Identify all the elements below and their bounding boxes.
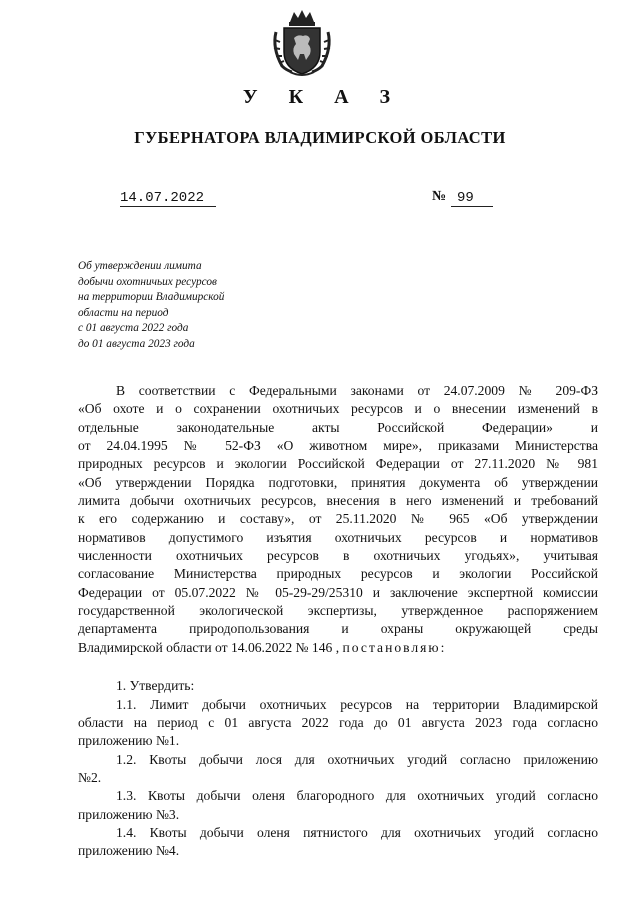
- item-1-4-line: 1.4. Квоты добычи оленя пятнистого для охотничьих угодий согласно: [116, 824, 598, 840]
- number-label: №: [432, 189, 447, 204]
- preamble-line: «Об охоте и о сохранении охотничьих ресурсов и о внесении изменений в: [78, 401, 598, 417]
- document-title: У К А З: [242, 86, 404, 108]
- subject-line: Об утверждении лимита: [78, 260, 202, 272]
- item-1-2-line: №2.: [78, 769, 102, 785]
- decree-word: постановляю:: [342, 639, 447, 655]
- item-1-3-line: приложению №3.: [78, 806, 180, 822]
- item-1-1-line: области на период с 01 августа 2022 года до 01 августа 2023 года согласно: [78, 714, 598, 730]
- preamble-line: согласование Министерства природных ресурсов и экологии Российской: [78, 566, 598, 582]
- preamble-line: В соответствии с Федеральными законами от 24.07.2009 № 209-ФЗ: [116, 383, 598, 398]
- preamble-line: к его содержанию и составу», от 25.11.2020 № 965 «Об утверждении: [78, 511, 598, 527]
- preamble-line: «Об утверждении Порядка подготовки, принятия документа об утверждении: [78, 474, 598, 490]
- preamble-line: отдельные законодательные акты Российской Федерации» и: [78, 419, 598, 435]
- subject-line: с 01 августа 2022 года: [78, 322, 189, 335]
- preamble-end: Владимирской области от 14.06.2022 № 146 ,: [78, 639, 340, 655]
- document-body: [78, 382, 598, 861]
- paragraph-gap: [78, 657, 598, 677]
- subject-line: области на период: [78, 306, 169, 319]
- preamble-line: лимита добычи охотничьих ресурсов, внесения в него изменений и требований: [78, 493, 598, 509]
- item-1-2-line: 1.2. Квоты добычи лося для охотничьих угодий согласно приложению: [116, 751, 598, 767]
- coat-of-arms-icon: [270, 8, 334, 78]
- document-subtitle: ГУБЕРНАТОРА ВЛАДИМИРСКОЙ ОБЛАСТИ: [134, 128, 506, 147]
- subject-line: на территории Владимирской: [78, 291, 225, 304]
- subject-line: до 01 августа 2023 года: [78, 337, 195, 350]
- preamble-line: природных ресурсов и экологии Российской Федерации от 27.11.2020 № 981: [78, 456, 598, 472]
- item-heading: 1. Утвердить:: [116, 678, 195, 694]
- preamble-final-line: [78, 639, 598, 657]
- preamble-line: от 24.04.1995 № 52-ФЗ «О животном мире», приказами Министерства: [78, 438, 598, 454]
- subject-block: [78, 259, 278, 353]
- item-1-1-line: приложению №1.: [78, 733, 180, 749]
- preamble-line: государственной экологической экспертизы, утвержденное распоряжением: [78, 603, 598, 619]
- document-date: 14.07.2022: [120, 190, 216, 207]
- preamble-line: численности охотничьих ресурсов в охотничьих угодьях», учитывая: [78, 548, 598, 564]
- subject-line: добычи охотничьих ресурсов: [78, 275, 217, 288]
- document-number: 99: [451, 190, 493, 207]
- preamble-line: департамента природопользования и охраны окружающей среды: [78, 621, 598, 637]
- preamble-line: нормативов допустимого изъятия охотничьих ресурсов и нормативов: [78, 529, 598, 545]
- preamble-line: Федерации от 05.07.2022 № 05-29-29/25310 и заключение экспертной комиссии: [78, 584, 598, 600]
- item-1-1-line: 1.1. Лимит добычи охотничьих ресурсов на территории Владимирской: [116, 696, 598, 712]
- item-1-3-line: 1.3. Квоты добычи оленя благородного для охотничьих угодий согласно: [116, 788, 598, 804]
- item-1-4-line: приложению №4.: [78, 843, 180, 859]
